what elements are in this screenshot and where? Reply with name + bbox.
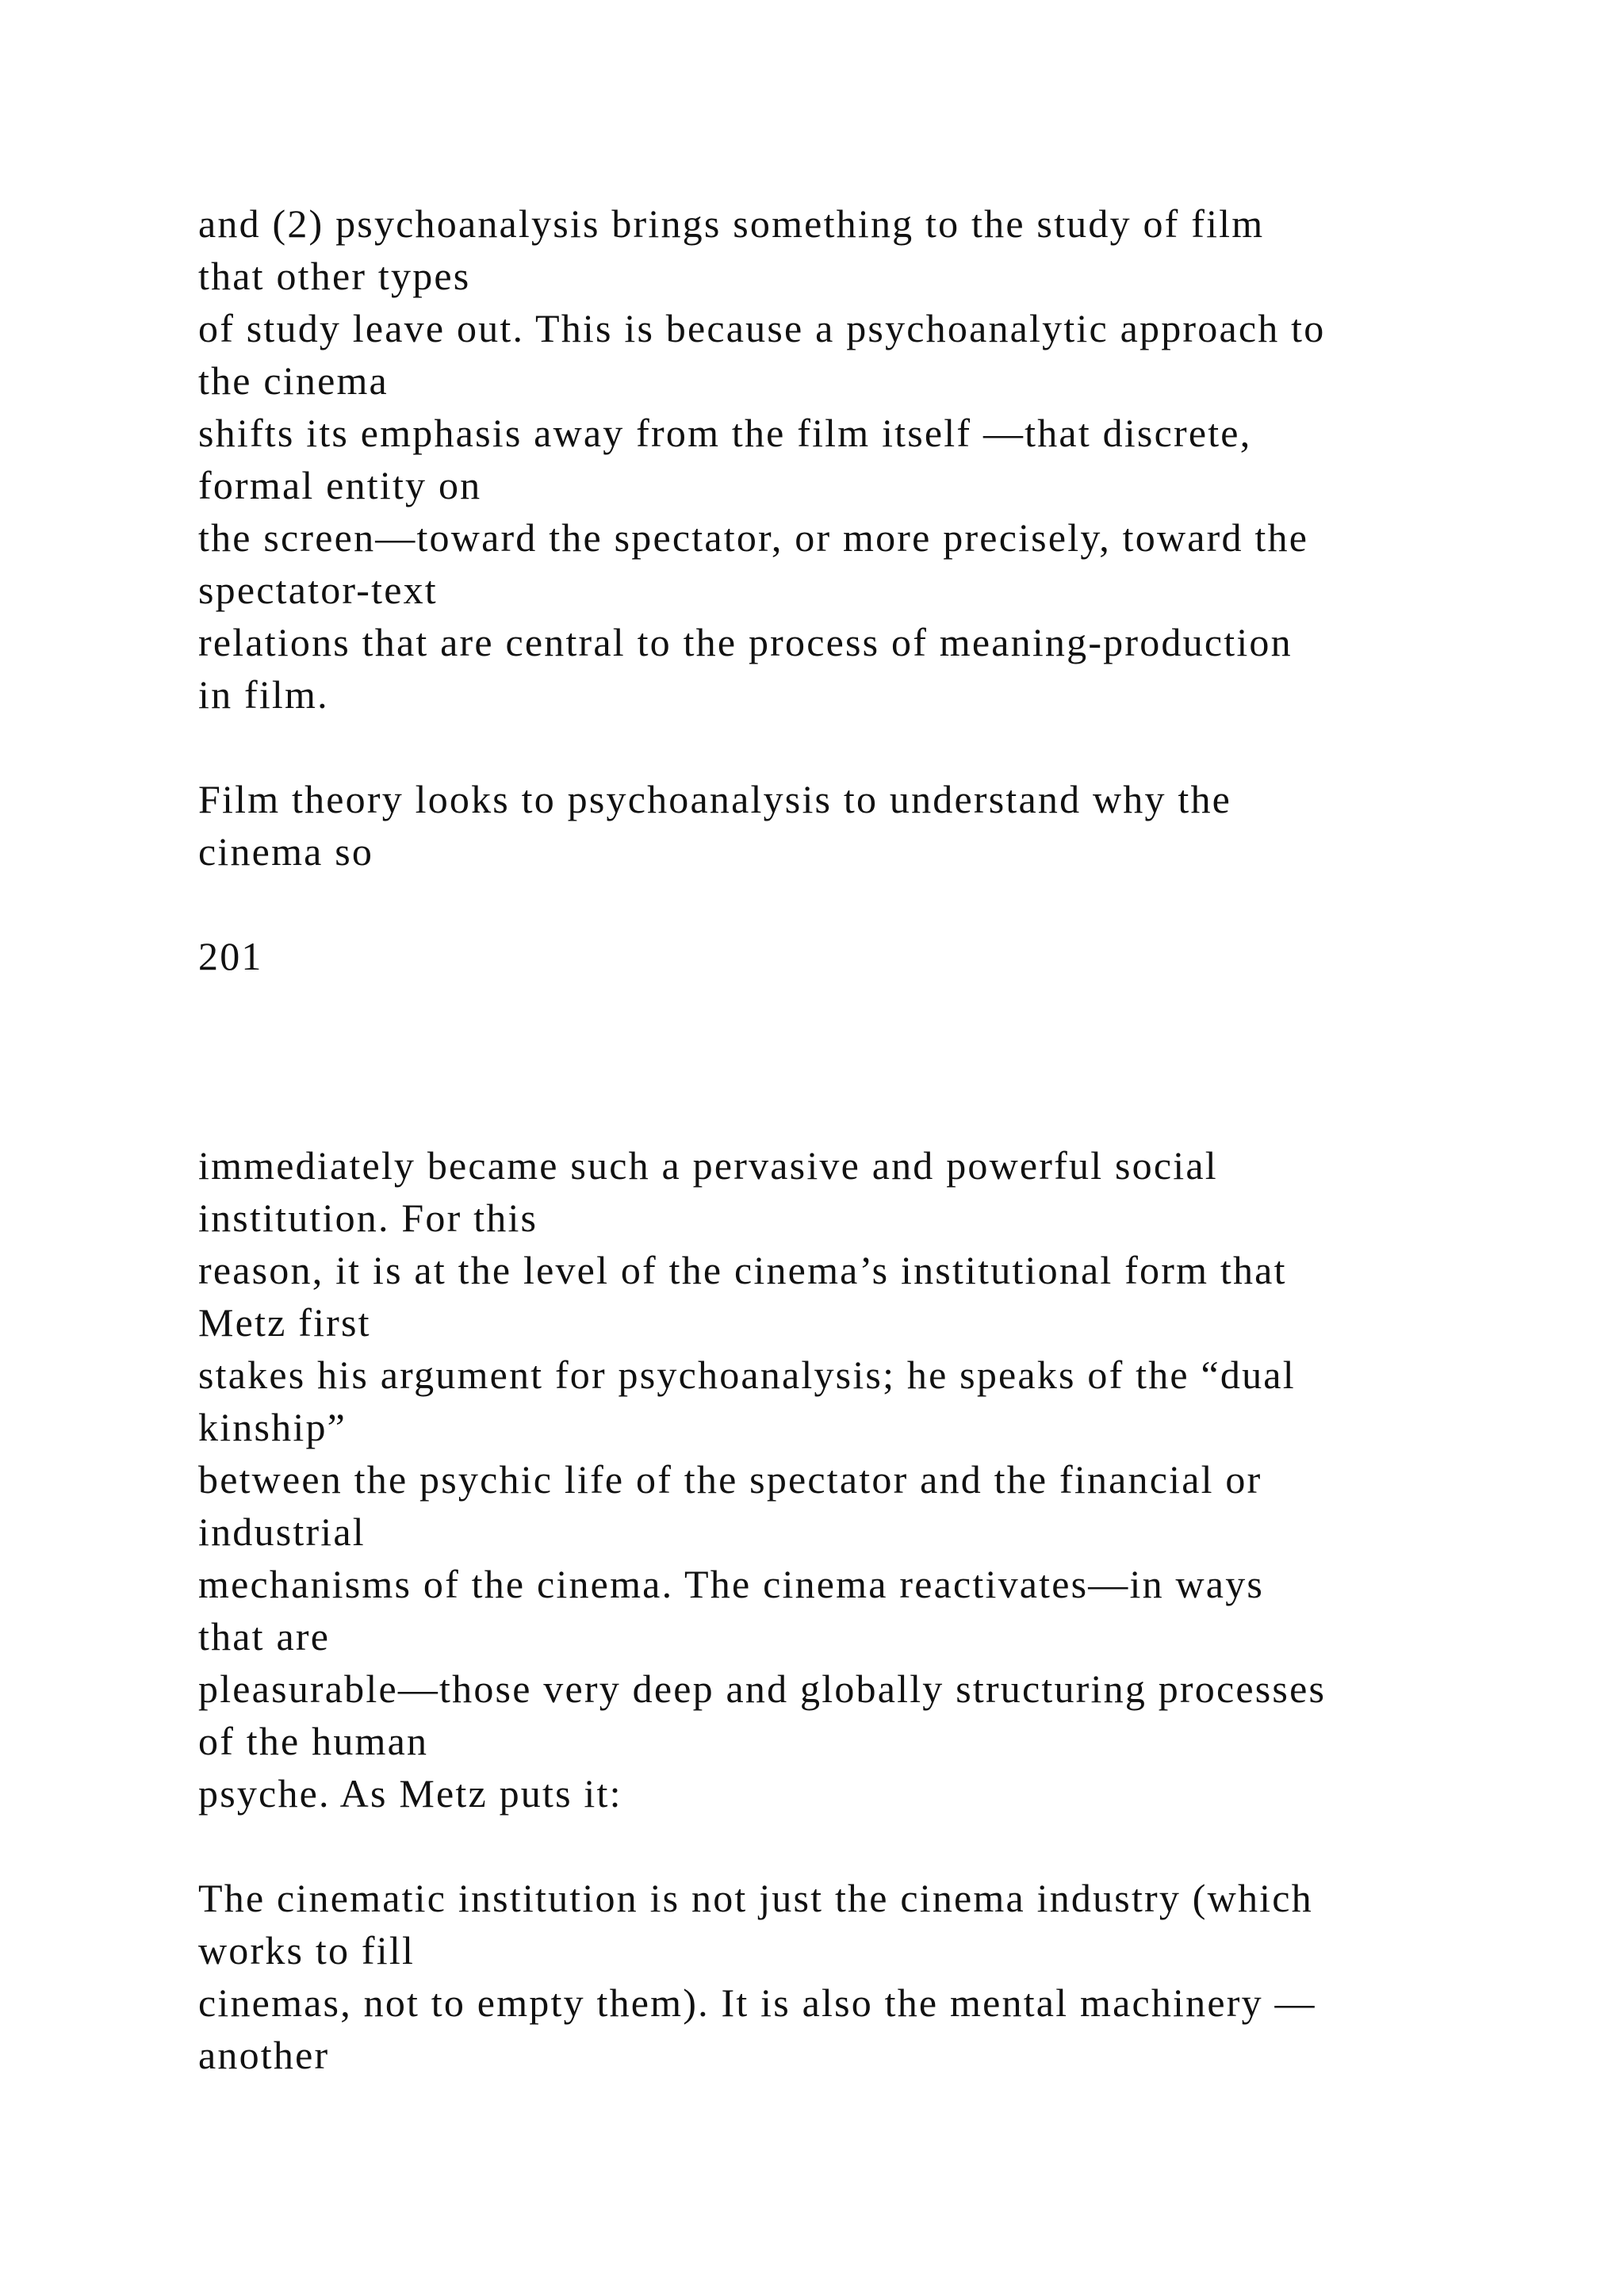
text-line: cinema so: [198, 829, 374, 874]
text-line: Metz first: [198, 1300, 371, 1345]
text-line: kinship”: [198, 1405, 347, 1449]
text-line: relations that are central to the process of meaning-production: [198, 620, 1293, 664]
text-line: immediately became such a pervasive and powerful social: [198, 1143, 1218, 1188]
text-line: another: [198, 2033, 330, 2077]
text-line: cinemas, not to empty them). It is also the mental machinery —: [198, 1980, 1316, 2025]
text-line: between the psychic life of the spectator and the financial or: [198, 1457, 1262, 1502]
text-line: mechanisms of the cinema. The cinema reactivates—in ways: [198, 1562, 1265, 1606]
text-line: in film.: [198, 672, 329, 717]
text-line: that other types: [198, 254, 471, 298]
text-line: spectator-text: [198, 568, 438, 612]
text-line: industrial: [198, 1510, 366, 1554]
text-line: that are: [198, 1614, 331, 1659]
text-line: stakes his argument for psychoanalysis; he speaks of the “dual: [198, 1353, 1296, 1397]
text-line: institution. For this: [198, 1196, 538, 1240]
text-line: formal entity on: [198, 463, 482, 507]
text-line: reason, it is at the level of the cinema’s institutional form that: [198, 1248, 1287, 1292]
text-line: Film theory looks to psychoanalysis to understand why the: [198, 777, 1232, 821]
text-line: The cinematic institution is not just the cinema industry (which: [198, 1876, 1313, 1920]
page-number: 201: [198, 934, 263, 978]
text-line: of study leave out. This is because a psychoanalytic approach to: [198, 306, 1326, 350]
text-line: and (2) psychoanalysis brings something to the study of film: [198, 201, 1265, 246]
text-line: of the human: [198, 1719, 429, 1763]
text-line: shifts its emphasis away from the film itself —that discrete,: [198, 411, 1252, 455]
text-line: the screen—toward the spectator, or more precisely, toward the: [198, 515, 1309, 560]
text-line: the cinema: [198, 358, 389, 403]
text-line: works to fill: [198, 1928, 416, 1973]
text-line: psyche. As Metz puts it:: [198, 1771, 622, 1816]
text-line: pleasurable—those very deep and globally structuring processes: [198, 1667, 1327, 1711]
